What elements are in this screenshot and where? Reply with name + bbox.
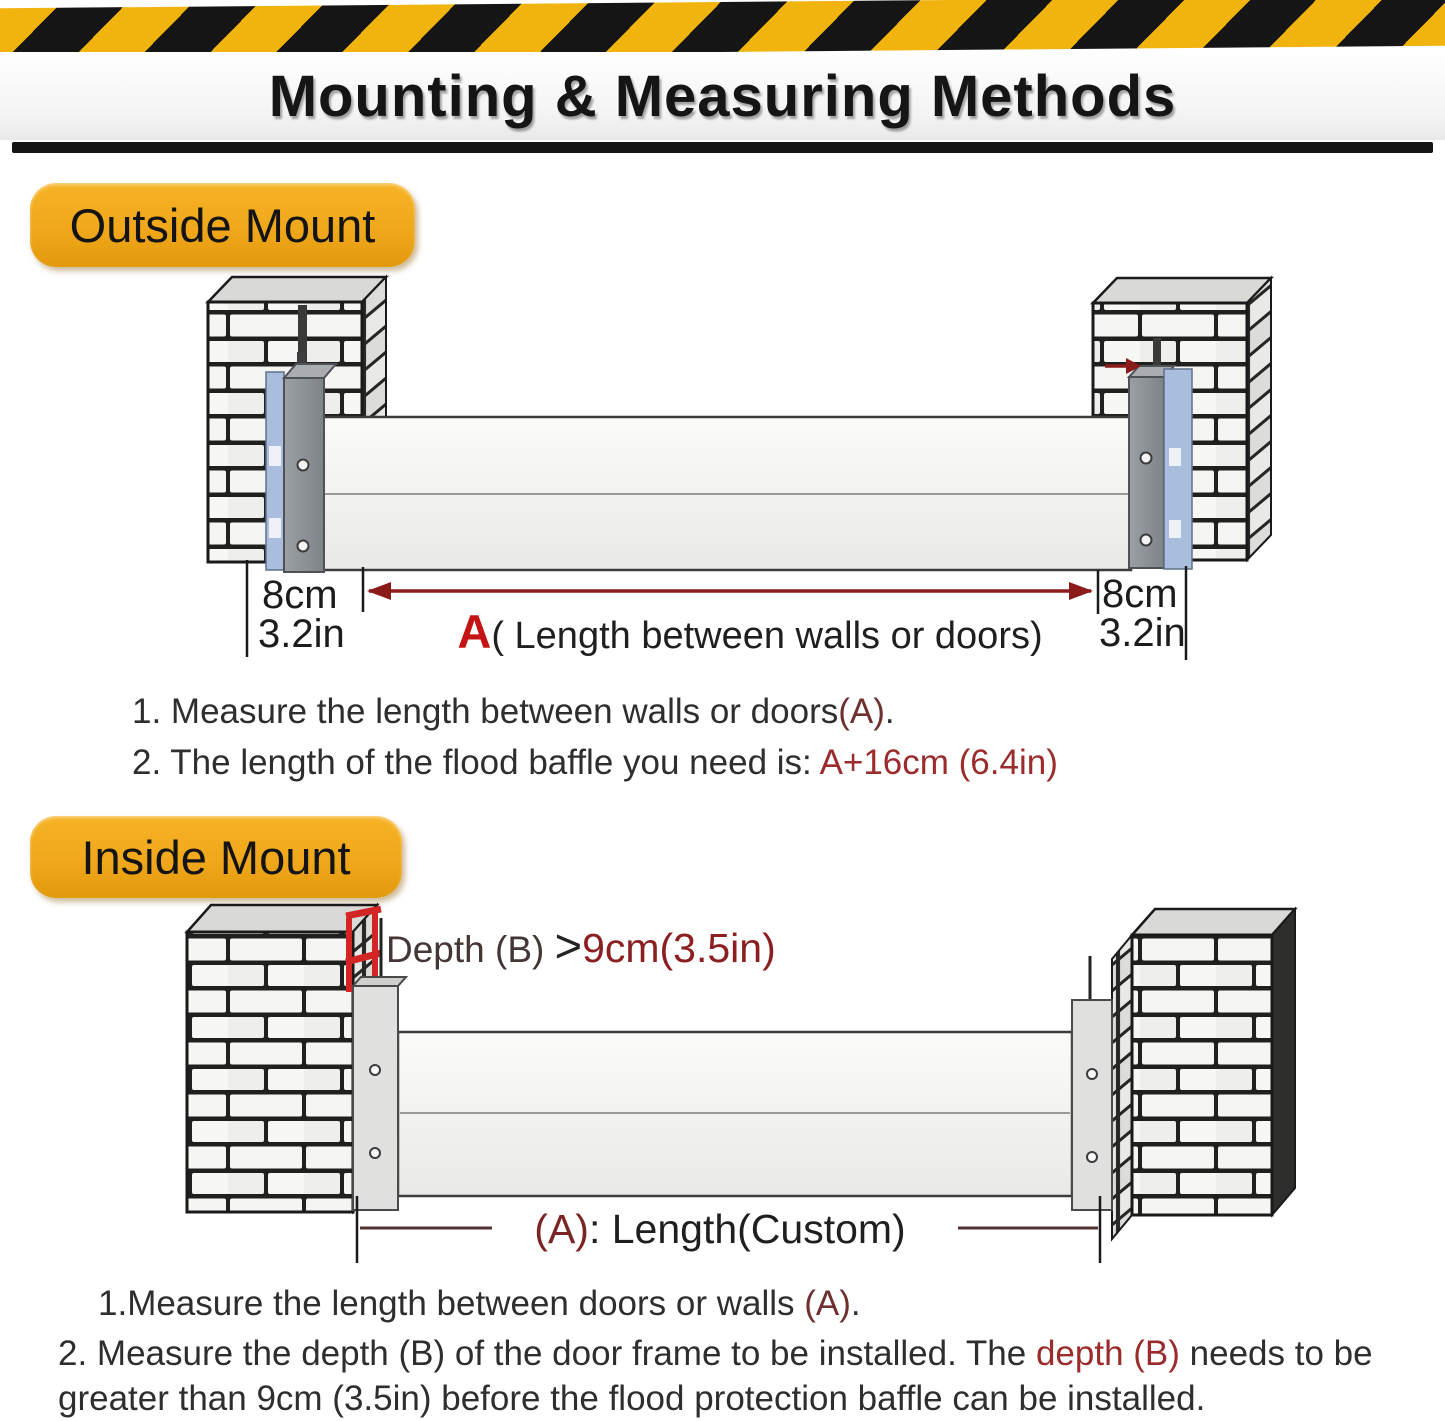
span-label-text: : Length(Custom) (588, 1206, 906, 1252)
span-label-text: ( Length between walls or doors) (491, 615, 1043, 657)
inside-right-bracket (1072, 956, 1112, 1210)
outside-span-dimension-label (430, 604, 1070, 659)
outside-left-offset-in: 3.2in (258, 612, 345, 656)
mount-channel (1072, 1000, 1112, 1210)
inside-mount-label: Inside Mount (30, 816, 402, 898)
screw-hole (1087, 1069, 1097, 1079)
outside-right-offset-in: 3.2in (1099, 611, 1186, 655)
dimension-letter-a: A (457, 605, 492, 658)
outside-span-arrow (367, 582, 1093, 600)
inside-step-2: 2. Measure the depth (B) of the door frame to be installed. The depth (B) needs to be greater than 9cm (3.5in) before the flood protection baffle can be installed. (58, 1334, 1373, 1418)
seal-strip (266, 372, 284, 570)
inside-right-pillar (1112, 909, 1295, 1239)
outside-mount-label: Outside Mount (30, 183, 415, 267)
outside-step-1: 1. Measure the length between walls or doors(A). (132, 692, 895, 731)
inside-span-dimension-label (470, 1206, 970, 1253)
screw-hole (298, 541, 309, 552)
page-title: Mounting & Measuring Methods (268, 63, 1177, 129)
inside-flood-barrier-panel (398, 1032, 1072, 1196)
inside-left-bracket (353, 977, 406, 1210)
screw-hole (1141, 453, 1152, 464)
screw-hole (370, 1065, 380, 1075)
outside-step-2: 2. The length of the flood baffle you need is: A+16cm (6.4in) (132, 743, 1058, 782)
screw-hole (1087, 1152, 1097, 1162)
screw-hole (1141, 535, 1152, 546)
seal-strip (1164, 369, 1192, 569)
screw-hole (370, 1148, 380, 1158)
depth-requirement-label: Depth (B) >9cm(3.5in) (386, 919, 776, 972)
outside-right-offset-cm: 8cm (1102, 572, 1178, 616)
outside-flood-barrier-panel (323, 417, 1131, 570)
inside-step-1: 1.Measure the length between doors or walls (A). (98, 1284, 861, 1323)
outside-left-offset-cm: 8cm (262, 573, 338, 617)
mount-channel (353, 986, 398, 1210)
dimension-letter-a: (A) (534, 1206, 589, 1252)
screw-hole (298, 460, 309, 471)
